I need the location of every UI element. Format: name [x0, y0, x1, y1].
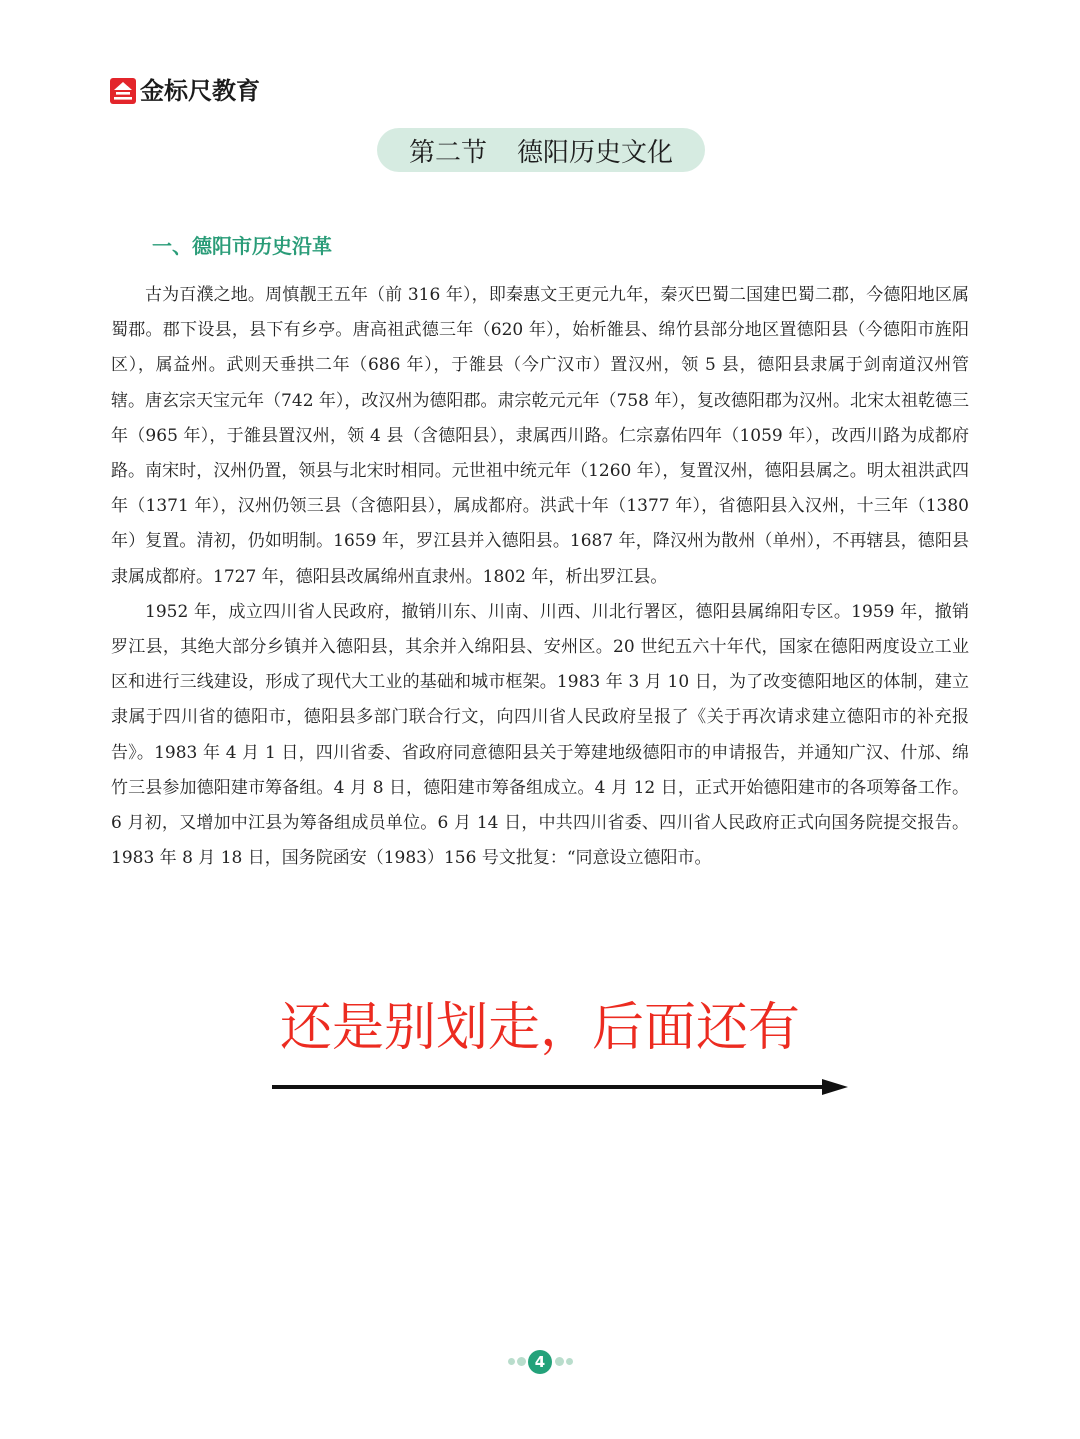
page-number-badge: [500, 1348, 580, 1376]
decor-dot-icon: [517, 1357, 526, 1366]
paragraph: 古为百濮之地。周慎靓王五年（前 316 年），即秦惠文王更元九年，秦灭巴蜀二国建巴蜀二郡，今德阳地区属蜀郡。郡下设县，县下有乡亭。唐高祖武德三年（620 年），始析雒县、绵竹县部分地区置德阳县（今德阳市旌阳区），属益州。武则天垂拱二年（686 年），于雒县（今广汉市）置汉州，领 5 县，德阳县隶属于剑南道汉州管辖。唐玄宗天宝元年（742 年），改汉州为德阳郡。肃宗乾元元年（758 年），复改德阳郡为汉州。北宋太祖乾德三年（965 年），于雒县置汉州，领 4 县（含德阳县），隶属西川路。仁宗嘉佑四年（1059 年），改西川路为成都府路。南宋时，汉州仍置，领县与北宋时相同。元世祖中统元年（1260 年），复置汉州，德阳县属之。明太祖洪武四年（1371 年），汉州仍领三县（含德阳县），属成都府。洪武十年（1377 年），省德阳县入汉州，十三年（1380 年）复置。清初，仍如明制。1659 年，罗江县并入德阳县。1687 年，降汉州为散州（单州），不再辖县，德阳县隶属成都府。1727 年，德阳县改属绵州直隶州。1802 年，析出罗江县。: [111, 285, 969, 587]
logo-text: 金标尺教育: [140, 77, 260, 105]
brand-logo: [110, 76, 260, 106]
subsection-heading: 一、德阳市历史沿革: [152, 234, 332, 258]
logo-mark-icon: [110, 78, 136, 104]
section-number: 第二节: [408, 137, 487, 168]
paragraph: 1952 年，成立四川省人民政府，撤销川东、川南、川西、川北行署区，德阳县属绵阳专区。1959 年，撤销罗江县，其绝大部分乡镇并入德阳县，其余并入绵阳县、安州区。20 世纪五六十年代，国家在德阳两度设立工业区和进行三线建设，形成了现代大工业的基础和城市框架。1983 年 3 月 10 日，为了改变德阳地区的体制，建立隶属于四川省的德阳市，德阳县多部门联合行文，向四川省人民政府呈报了《关于再次请求建立德阳市的补充报告》。1983 年 4 月 1 日，四川省委、省政府同意德阳县关于筹建地级德阳市的申请报告，并通知广汉、什邡、绵竹三县参加德阳建市筹备组。4 月 8 日，德阳建市筹备组成立。4 月 12 日，正式开始德阳建市的各项筹备工作。6 月初，又增加中江县为筹备组成员单位。6 月 14 日，中共四川省委、四川省人民政府正式向国务院提交报告。1983 年 8 月 18 日，国务院函安（1983）156 号文批复：“同意设立德阳市。: [111, 601, 969, 869]
decor-dot-icon: [566, 1358, 573, 1365]
section-name: 德阳历史文化: [517, 137, 674, 168]
section-title: [377, 128, 705, 172]
right-arrow-icon: [270, 1076, 850, 1098]
promo-text: 还是别划走，后面还有: [279, 998, 800, 1058]
decor-dot-icon: [555, 1357, 564, 1366]
body-text: [111, 278, 969, 876]
decor-dot-icon: [508, 1358, 515, 1365]
page-number: 4: [528, 1350, 552, 1374]
